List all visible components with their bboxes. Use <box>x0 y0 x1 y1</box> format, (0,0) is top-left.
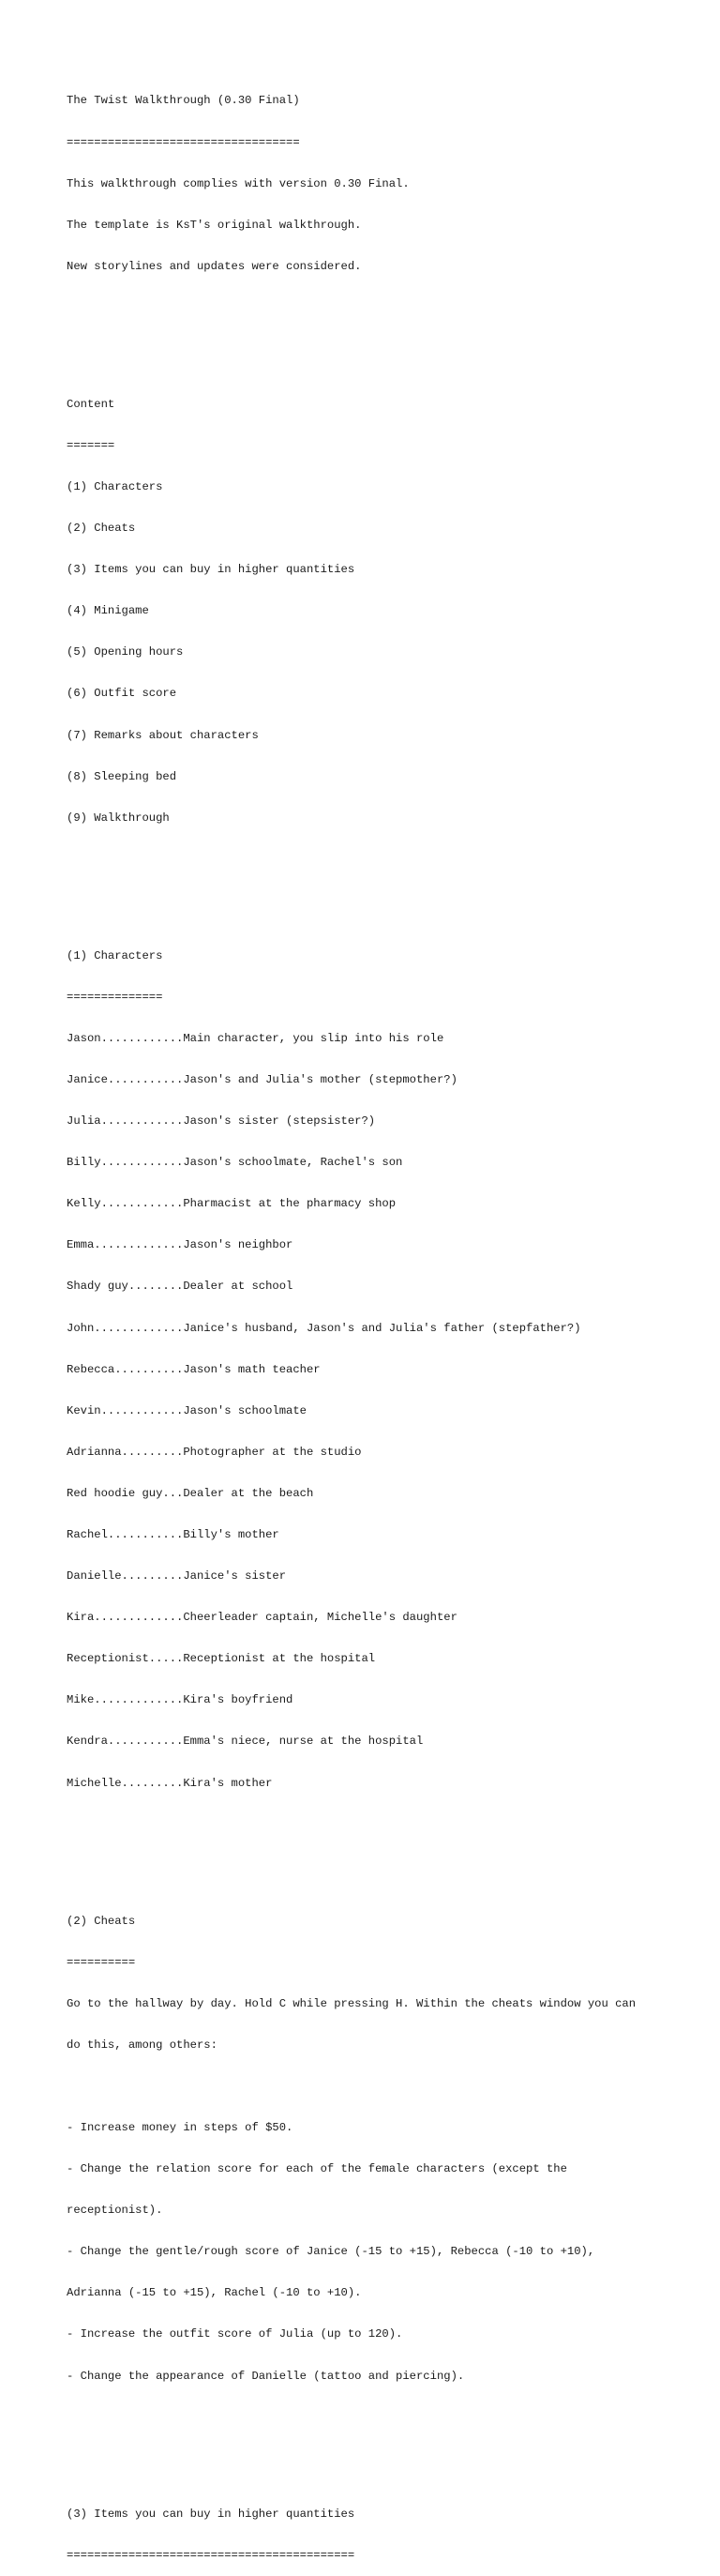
content-item: (9) Walkthrough <box>67 811 170 825</box>
character-row: Adrianna.........Photographer at the studio <box>67 1445 362 1459</box>
character-row: Rebecca..........Jason's math teacher <box>67 1362 321 1376</box>
walkthrough-document <box>67 67 685 2576</box>
intro-line: New storylines and updates were considered. <box>67 259 362 273</box>
content-item: (6) Outfit score <box>67 687 177 701</box>
document-title: The Twist Walkthrough (0.30 Final) <box>67 94 300 108</box>
content-underline: ======= <box>67 438 115 452</box>
cheats-intro-line: do this, among others: <box>67 2038 218 2052</box>
character-row: Rachel...........Billy's mother <box>67 1528 279 1541</box>
character-row: Red hoodie guy...Dealer at the beach <box>67 1486 314 1500</box>
intro-line: This walkthrough complies with version 0.30 Final. <box>67 176 410 190</box>
cheats-intro-line: Go to the hallway by day. Hold C while pressing H. Within the cheats window you can <box>67 1996 637 2010</box>
character-row: Kevin............Jason's schoolmate <box>67 1403 307 1417</box>
character-row: Receptionist.....Receptionist at the hospital <box>67 1652 376 1666</box>
character-row: Kelly............Pharmacist at the pharmacy shop <box>67 1197 397 1211</box>
content-item: (7) Remarks about characters <box>67 728 259 742</box>
character-row: Janice...........Jason's and Julia's mother (stepmother?) <box>67 1072 458 1086</box>
character-row: Billy............Jason's schoolmate, Rachel's son <box>67 1156 403 1170</box>
character-row: Michelle.........Kira's mother <box>67 1776 273 1790</box>
character-row: Danielle.........Janice's sister <box>67 1569 287 1583</box>
intro-line: The template is KsT's original walkthrough. <box>67 218 362 232</box>
cheat-list-line: - Increase money in steps of $50. <box>67 2121 293 2135</box>
character-row: Jason............Main character, you slip into his role <box>67 1031 444 1045</box>
title-underline: ================================== <box>67 135 300 149</box>
content-item: (2) Cheats <box>67 522 136 536</box>
cheat-list-line: - Change the gentle/rough score of Janice (-15 to +15), Rebecca (-10 to +10), <box>67 2245 595 2259</box>
character-row: Kendra...........Emma's niece, nurse at the hospital <box>67 1735 424 1749</box>
items-underline: ========================================== <box>67 2548 355 2562</box>
cheat-list-line: receptionist). <box>67 2204 163 2218</box>
content-item: (5) Opening hours <box>67 645 184 659</box>
character-row: Kira.............Cheerleader captain, Michelle's daughter <box>67 1611 458 1625</box>
content-heading: Content <box>67 397 115 411</box>
characters-underline: ============== <box>67 990 163 1004</box>
character-row: Julia............Jason's sister (stepsister?) <box>67 1114 376 1129</box>
cheats-underline: ========== <box>67 1955 136 1969</box>
cheat-list-line: - Change the appearance of Danielle (tattoo and piercing). <box>67 2369 465 2383</box>
character-row: Shady guy........Dealer at school <box>67 1280 293 1294</box>
cheat-list-line: - Increase the outfit score of Julia (up to 120). <box>67 2327 403 2341</box>
cheat-list-line: Adrianna (-15 to +15), Rachel (-10 to +10). <box>67 2286 362 2300</box>
character-row: John.............Janice's husband, Jason's and Julia's father (stepfather?) <box>67 1321 581 1335</box>
content-item: (8) Sleeping bed <box>67 769 177 783</box>
content-item: (4) Minigame <box>67 604 149 618</box>
content-item: (3) Items you can buy in higher quantities <box>67 563 355 577</box>
content-item: (1) Characters <box>67 479 163 493</box>
characters-heading: (1) Characters <box>67 948 163 962</box>
items-heading: (3) Items you can buy in higher quantities <box>67 2507 355 2521</box>
character-row: Mike.............Kira's boyfriend <box>67 1693 293 1707</box>
cheat-list-line: - Change the relation score for each of the female characters (except the <box>67 2162 567 2176</box>
cheats-heading: (2) Cheats <box>67 1914 136 1928</box>
character-row: Emma.............Jason's neighbor <box>67 1238 293 1252</box>
